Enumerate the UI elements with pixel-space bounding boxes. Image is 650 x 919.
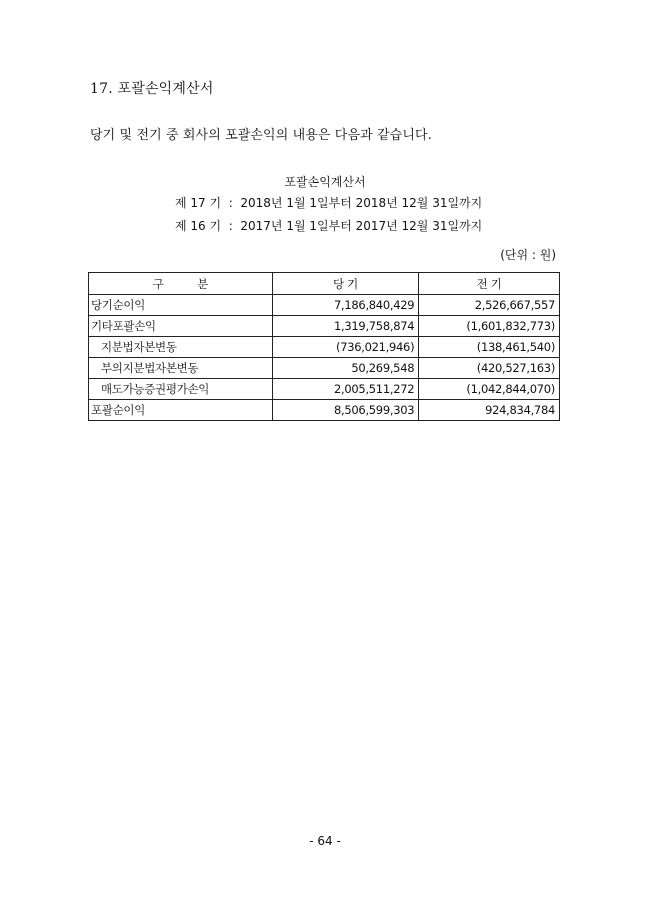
- prior-value: (420,527,163): [419, 358, 560, 379]
- table-row: [89, 295, 560, 316]
- prior-value: 2,526,667,557: [419, 295, 560, 316]
- section-heading: 17. 포괄손익계산서: [90, 81, 214, 97]
- current-value: 8,506,599,303: [272, 400, 419, 421]
- prior-value: (1,042,844,070): [419, 379, 560, 400]
- table-row: [89, 379, 560, 400]
- header-current-period: 당 기: [272, 273, 419, 295]
- table-row: [89, 337, 560, 358]
- intro-paragraph: 당기 및 전기 중 회사의 포괄손익의 내용은 다음과 같습니다.: [90, 128, 432, 143]
- prior-value: (1,601,832,773): [419, 316, 560, 337]
- period-current: 제 17 기 : 2018년 1월 1일부터 2018년 12월 31일까지: [175, 196, 483, 210]
- row-label: 당기순이익: [89, 295, 273, 316]
- current-value: (736,021,946): [272, 337, 419, 358]
- current-value: 2,005,511,272: [272, 379, 419, 400]
- row-label: 매도가능증권평가손익: [89, 379, 273, 400]
- table-row: [89, 400, 560, 421]
- table-row: [89, 316, 560, 337]
- statement-title: 포괄손익계산서: [284, 175, 366, 189]
- current-value: 50,269,548: [272, 358, 419, 379]
- row-label: 기타포괄손익: [89, 316, 273, 337]
- current-value: 1,319,758,874: [272, 316, 419, 337]
- header-category: 구 분: [89, 273, 273, 295]
- row-label: 지분법자본변동: [89, 337, 273, 358]
- row-label: 부의지분법자본변동: [89, 358, 273, 379]
- unit-label: (단위 : 원): [500, 248, 556, 262]
- current-value: 7,186,840,429: [272, 295, 419, 316]
- period-prior: 제 16 기 : 2017년 1월 1일부터 2017년 12월 31일까지: [175, 219, 483, 233]
- comprehensive-income-table: [88, 272, 560, 421]
- prior-value: 924,834,784: [419, 400, 560, 421]
- table-header-row: [89, 273, 560, 295]
- table-row: [89, 358, 560, 379]
- prior-value: (138,461,540): [419, 337, 560, 358]
- row-label: 포괄순이익: [89, 400, 273, 421]
- page-number: - 64 -: [309, 834, 341, 848]
- header-prior-period: 전 기: [419, 273, 560, 295]
